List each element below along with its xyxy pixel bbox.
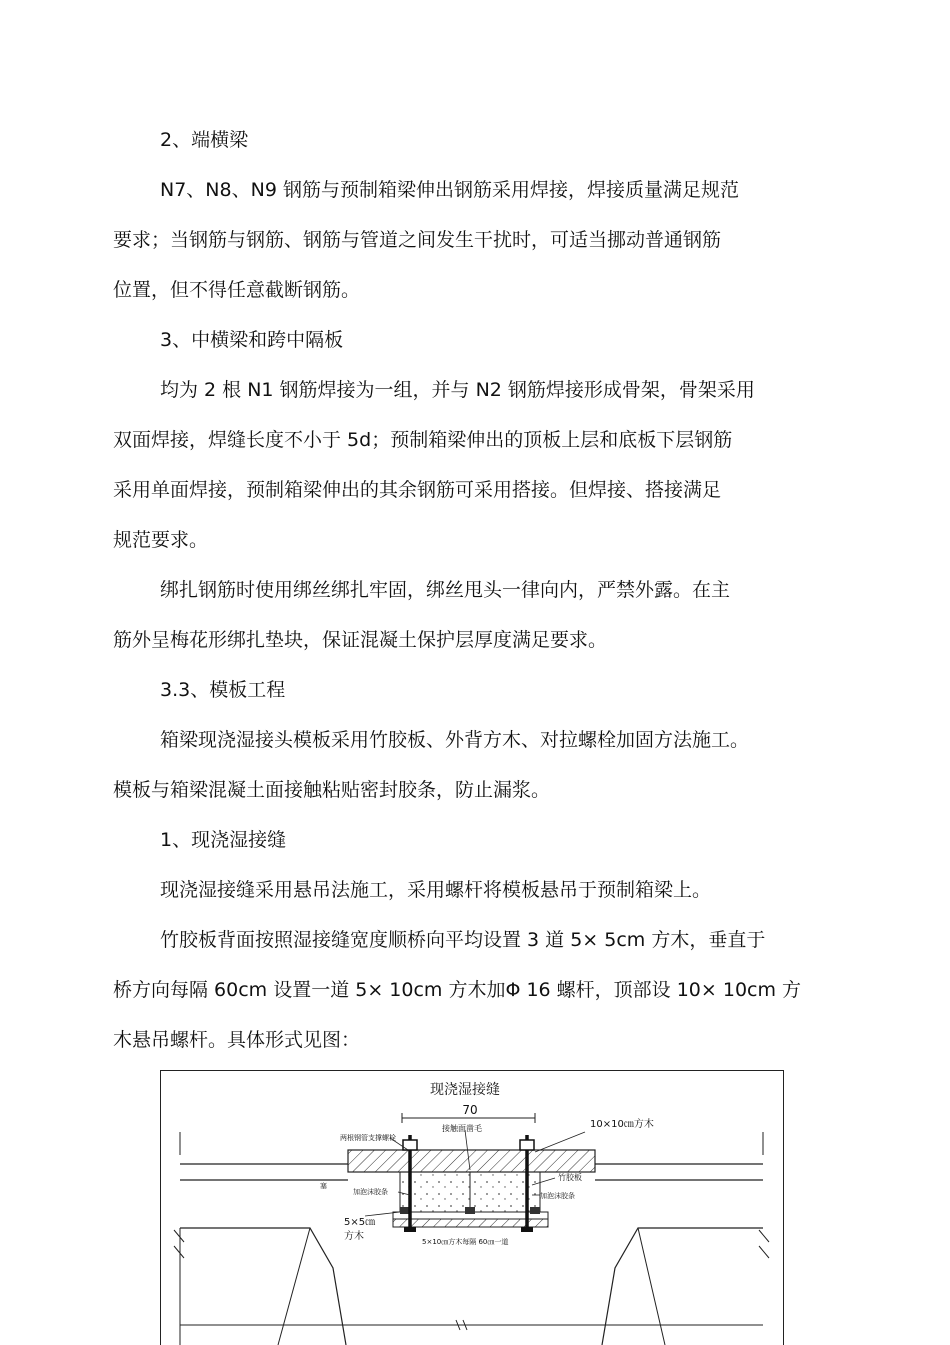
figure-title: 现浇湿接缝 <box>430 1082 500 1098</box>
paragraph-line: 竹胶板背面按照湿接缝宽度顺桥向平均设置 3 道 5× 5cm 方木，垂直于 <box>160 929 766 951</box>
paragraph-line: 规范要求。 <box>113 529 209 551</box>
dimension-label: 70 <box>462 1103 478 1117</box>
section-heading-formwork: 3.3、模板工程 <box>160 679 286 701</box>
label-bolt-support: 两根钢管支撑螺栓 <box>340 1134 396 1142</box>
small-timber-right <box>530 1207 540 1214</box>
paragraph-line: 均为 2 根 N1 钢筋焊接为一组，并与 N2 钢筋焊接形成骨架，骨架采用 <box>160 379 755 401</box>
label-small-timber-2: 方木 <box>344 1231 364 1242</box>
paragraph-line: 箱梁现浇湿接头模板采用竹胶板、外背方木、对拉螺栓加固方法施工。 <box>160 729 750 751</box>
wet-joint-diagram <box>160 1070 785 1345</box>
bottom-timber <box>393 1219 548 1227</box>
section-heading-end-beam: 2、端横梁 <box>160 129 249 151</box>
top-timber <box>348 1150 595 1172</box>
label-left-mark: 塞 <box>320 1182 327 1190</box>
paragraph-line: 现浇湿接缝采用悬吊法施工，采用螺杆将模板悬吊于预制箱梁上。 <box>160 879 712 901</box>
paragraph-line: 木悬吊螺杆。具体形式见图： <box>113 1029 361 1051</box>
wet-joint-drawing <box>160 1070 785 1345</box>
paragraph-line: 模板与箱梁混凝土面接触粘贴密封胶条，防止漏浆。 <box>113 779 551 801</box>
label-chisel: 接触面凿毛 <box>442 1124 482 1133</box>
left-girder-web <box>180 1228 346 1345</box>
paragraph-line: 采用单面焊接，预制箱梁伸出的其余钢筋可采用搭接。但焊接、搭接满足 <box>113 479 722 501</box>
label-small-timber: 5×5㎝ <box>344 1217 376 1228</box>
paragraph-line: 绑扎钢筋时使用绑丝绑扎牢固，绑丝甩头一律向内，严禁外露。在主 <box>160 579 731 601</box>
paragraph-line: 筋外呈梅花形绑扎垫块，保证混凝土保护层厚度满足要求。 <box>113 629 608 651</box>
section-heading-wet-joint: 1、现浇湿接缝 <box>160 829 287 851</box>
label-top-timber: 10×10㎝方木 <box>590 1119 654 1130</box>
right-girder-web <box>602 1228 763 1345</box>
label-bottom-timber: 5×10㎝方木每隔 60㎝一道 <box>422 1238 509 1246</box>
label-bamboo-plywood: 竹胶板 <box>558 1173 582 1182</box>
section-heading-mid-beam: 3、中横梁和跨中隔板 <box>160 329 344 351</box>
label-foam-strip-right: 加泡沫胶条 <box>540 1192 575 1200</box>
paragraph-line: 要求；当钢筋与钢筋、钢筋与管道之间发生干扰时，可适当挪动普通钢筋 <box>113 229 722 251</box>
paragraph-line: 桥方向每隔 60cm 设置一道 5× 10cm 方木加Φ 16 螺杆，顶部设 10× 10cm 方 <box>113 979 802 1001</box>
label-foam-strip-left: 加泡沫胶条 <box>353 1188 388 1196</box>
small-timber-mid <box>465 1207 475 1214</box>
paragraph-line: N7、N8、N9 钢筋与预制箱梁伸出钢筋采用焊接，焊接质量满足规范 <box>160 179 739 201</box>
paragraph-line: 双面焊接，焊缝长度不小于 5d；预制箱梁伸出的顶板上层和底板下层钢筋 <box>113 429 733 451</box>
paragraph-line: 位置，但不得任意截断钢筋。 <box>113 279 361 301</box>
